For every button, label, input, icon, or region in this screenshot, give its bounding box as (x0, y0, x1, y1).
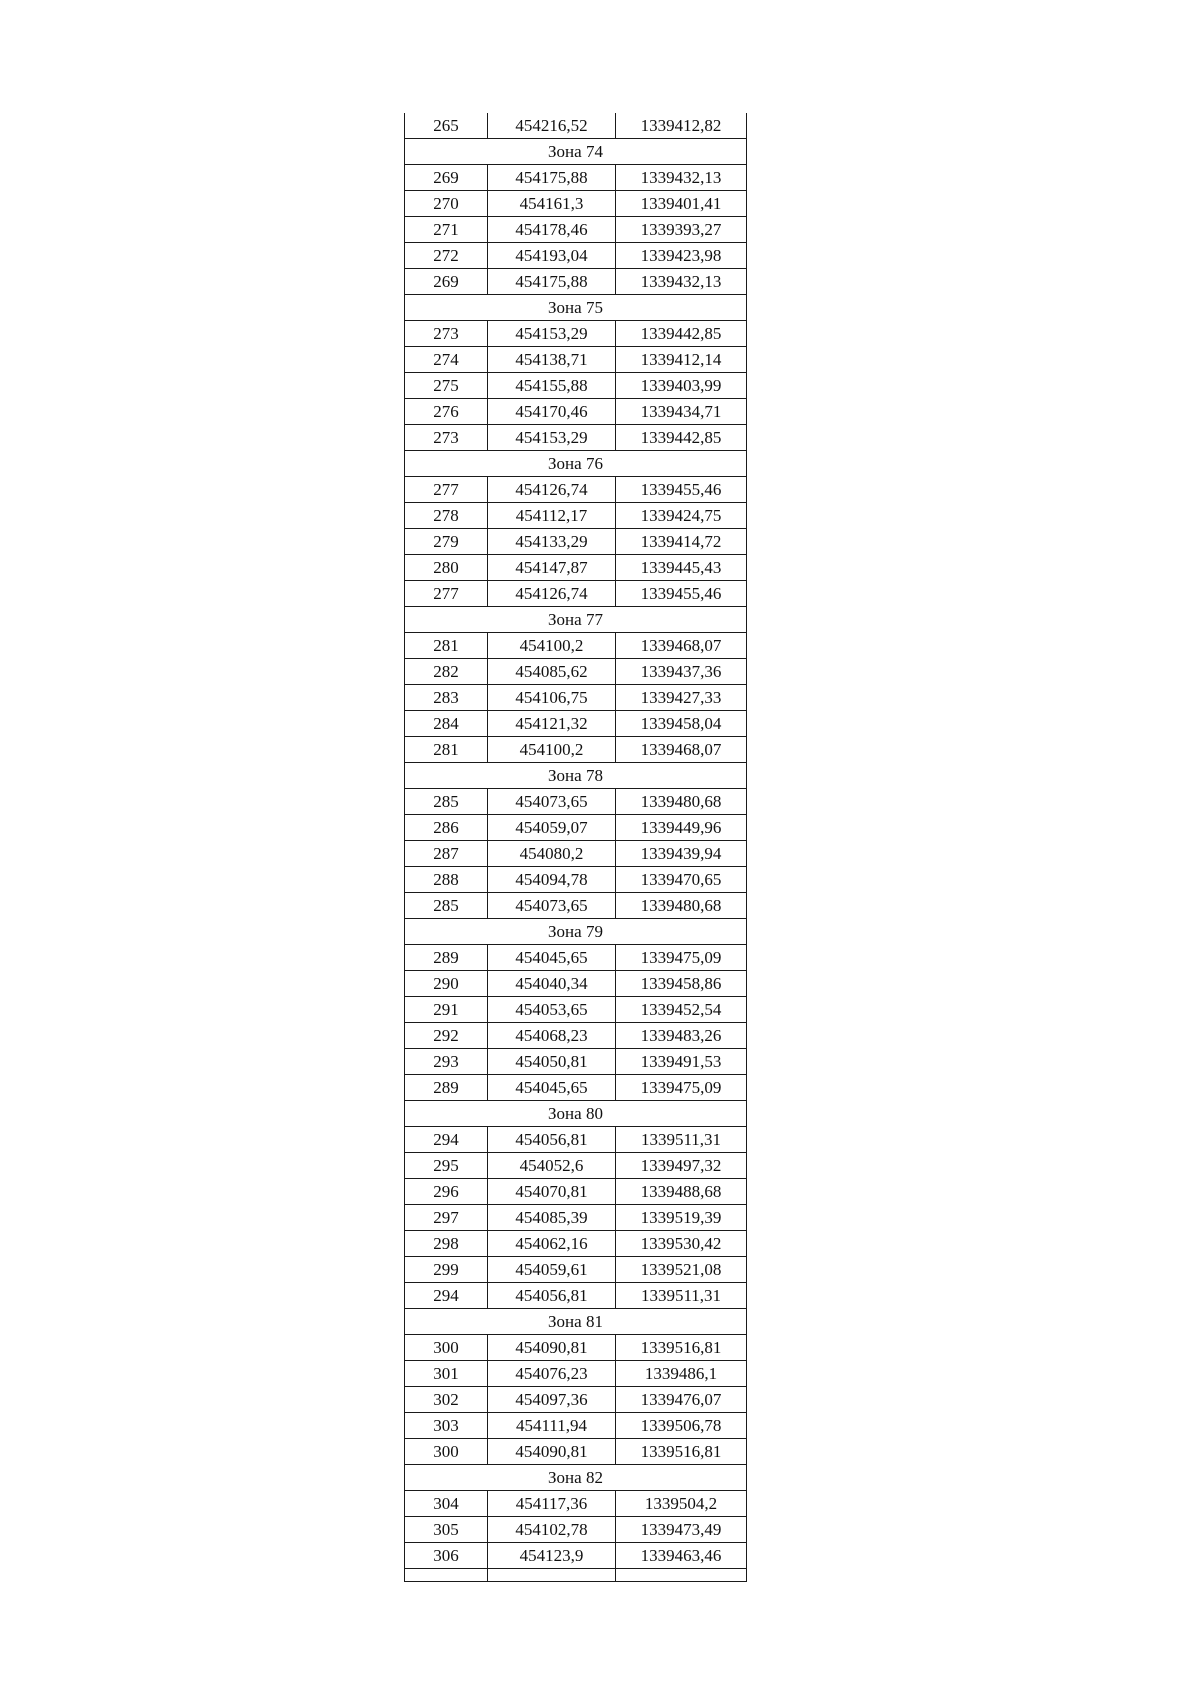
y-coordinate-cell: 1339506,78 (616, 1413, 747, 1439)
table-row (405, 1517, 747, 1543)
empty-cell (488, 1569, 616, 1582)
table-row (405, 1283, 747, 1309)
y-coordinate-cell: 1339511,31 (616, 1283, 747, 1309)
zone-header (405, 1101, 747, 1127)
table-row (405, 789, 747, 815)
y-coordinate-cell: 1339403,99 (616, 373, 747, 399)
y-coordinate-cell: 1339475,09 (616, 945, 747, 971)
point-number-cell: 275 (405, 373, 488, 399)
table-row (405, 217, 747, 243)
y-coordinate-cell: 1339521,08 (616, 1257, 747, 1283)
y-coordinate-cell: 1339432,13 (616, 165, 747, 191)
point-number-cell: 303 (405, 1413, 488, 1439)
x-coordinate-cell: 454068,23 (488, 1023, 616, 1049)
point-number-cell: 273 (405, 425, 488, 451)
table-row (405, 945, 747, 971)
x-coordinate-cell: 454106,75 (488, 685, 616, 711)
point-number-cell: 277 (405, 581, 488, 607)
y-coordinate-cell: 1339468,07 (616, 737, 747, 763)
point-number-cell: 265 (405, 113, 488, 139)
point-number-cell: 273 (405, 321, 488, 347)
point-number-cell: 295 (405, 1153, 488, 1179)
zone-label: Зона (548, 766, 582, 785)
table-row (405, 659, 747, 685)
x-coordinate-cell: 454100,2 (488, 737, 616, 763)
point-number-cell: 300 (405, 1439, 488, 1465)
zone-header-row (405, 139, 747, 165)
x-coordinate-cell: 454123,9 (488, 1543, 616, 1569)
x-coordinate-cell: 454097,36 (488, 1387, 616, 1413)
y-coordinate-cell: 1339414,72 (616, 529, 747, 555)
table-row (405, 867, 747, 893)
zone-number: 82 (585, 1468, 603, 1487)
point-number-cell: 289 (405, 1075, 488, 1101)
zone-header (405, 139, 747, 165)
table-row (405, 165, 747, 191)
table-row (405, 1543, 747, 1569)
table-row (405, 1153, 747, 1179)
table-row (405, 815, 747, 841)
x-coordinate-cell: 454117,36 (488, 1491, 616, 1517)
point-number-cell: 270 (405, 191, 488, 217)
point-number-cell: 281 (405, 633, 488, 659)
x-coordinate-cell: 454056,81 (488, 1127, 616, 1153)
point-number-cell: 285 (405, 893, 488, 919)
zone-number: 76 (585, 454, 603, 473)
point-number-cell: 269 (405, 269, 488, 295)
table-row (405, 737, 747, 763)
x-coordinate-cell: 454045,65 (488, 945, 616, 971)
y-coordinate-cell: 1339470,65 (616, 867, 747, 893)
point-number-cell: 272 (405, 243, 488, 269)
point-number-cell: 290 (405, 971, 488, 997)
y-coordinate-cell: 1339475,09 (616, 1075, 747, 1101)
table-row (405, 503, 747, 529)
zone-label: Зона (548, 1468, 582, 1487)
x-coordinate-cell: 454133,29 (488, 529, 616, 555)
x-coordinate-cell: 454138,71 (488, 347, 616, 373)
y-coordinate-cell: 1339427,33 (616, 685, 747, 711)
table-row (405, 243, 747, 269)
x-coordinate-cell: 454073,65 (488, 893, 616, 919)
y-coordinate-cell: 1339412,82 (616, 113, 747, 139)
table-row (405, 1439, 747, 1465)
point-number-cell: 292 (405, 1023, 488, 1049)
zone-label: Зона (548, 610, 582, 629)
point-number-cell: 278 (405, 503, 488, 529)
point-number-cell: 300 (405, 1335, 488, 1361)
y-coordinate-cell: 1339488,68 (616, 1179, 747, 1205)
zone-label: Зона (548, 142, 582, 161)
table-row (405, 321, 747, 347)
y-coordinate-cell: 1339473,49 (616, 1517, 747, 1543)
table-row (405, 399, 747, 425)
x-coordinate-cell: 454085,39 (488, 1205, 616, 1231)
zone-header-row (405, 763, 747, 789)
x-coordinate-cell: 454059,61 (488, 1257, 616, 1283)
y-coordinate-cell: 1339516,81 (616, 1439, 747, 1465)
y-coordinate-cell: 1339480,68 (616, 893, 747, 919)
x-coordinate-cell: 454045,65 (488, 1075, 616, 1101)
table-row (405, 1413, 747, 1439)
x-coordinate-cell: 454059,07 (488, 815, 616, 841)
x-coordinate-cell: 454056,81 (488, 1283, 616, 1309)
point-number-cell: 294 (405, 1127, 488, 1153)
point-number-cell: 271 (405, 217, 488, 243)
empty-row (405, 1569, 747, 1582)
x-coordinate-cell: 454085,62 (488, 659, 616, 685)
x-coordinate-cell: 454155,88 (488, 373, 616, 399)
x-coordinate-cell: 454102,78 (488, 1517, 616, 1543)
x-coordinate-cell: 454050,81 (488, 1049, 616, 1075)
zone-header-row (405, 1101, 747, 1127)
point-number-cell: 286 (405, 815, 488, 841)
y-coordinate-cell: 1339423,98 (616, 243, 747, 269)
x-coordinate-cell: 454175,88 (488, 165, 616, 191)
zone-number: 74 (585, 142, 603, 161)
table-row (405, 997, 747, 1023)
y-coordinate-cell: 1339511,31 (616, 1127, 747, 1153)
table-row (405, 1387, 747, 1413)
table-row (405, 893, 747, 919)
table-row (405, 113, 747, 139)
point-number-cell: 289 (405, 945, 488, 971)
table-row (405, 373, 747, 399)
table-row (405, 1205, 747, 1231)
zone-header (405, 1465, 747, 1491)
point-number-cell: 280 (405, 555, 488, 581)
x-coordinate-cell: 454178,46 (488, 217, 616, 243)
point-number-cell: 269 (405, 165, 488, 191)
y-coordinate-cell: 1339437,36 (616, 659, 747, 685)
x-coordinate-cell: 454126,74 (488, 477, 616, 503)
table-row (405, 555, 747, 581)
table-row (405, 1491, 747, 1517)
point-number-cell: 293 (405, 1049, 488, 1075)
point-number-cell: 281 (405, 737, 488, 763)
y-coordinate-cell: 1339412,14 (616, 347, 747, 373)
empty-cell (405, 1569, 488, 1582)
y-coordinate-cell: 1339455,46 (616, 581, 747, 607)
y-coordinate-cell: 1339445,43 (616, 555, 747, 581)
zone-header (405, 1309, 747, 1335)
y-coordinate-cell: 1339480,68 (616, 789, 747, 815)
zone-label: Зона (548, 298, 582, 317)
y-coordinate-cell: 1339468,07 (616, 633, 747, 659)
table-row (405, 1335, 747, 1361)
y-coordinate-cell: 1339504,2 (616, 1491, 747, 1517)
x-coordinate-cell: 454153,29 (488, 425, 616, 451)
point-number-cell: 279 (405, 529, 488, 555)
table-row (405, 971, 747, 997)
table-row (405, 269, 747, 295)
point-number-cell: 276 (405, 399, 488, 425)
zone-header (405, 295, 747, 321)
point-number-cell: 298 (405, 1231, 488, 1257)
table-row (405, 191, 747, 217)
zone-header (405, 607, 747, 633)
x-coordinate-cell: 454090,81 (488, 1335, 616, 1361)
zone-header-row (405, 1309, 747, 1335)
zone-header-row (405, 1465, 747, 1491)
empty-cell (616, 1569, 747, 1582)
zone-header (405, 919, 747, 945)
x-coordinate-cell: 454193,04 (488, 243, 616, 269)
y-coordinate-cell: 1339516,81 (616, 1335, 747, 1361)
y-coordinate-cell: 1339424,75 (616, 503, 747, 529)
x-coordinate-cell: 454080,2 (488, 841, 616, 867)
point-number-cell: 305 (405, 1517, 488, 1543)
point-number-cell: 285 (405, 789, 488, 815)
table-row (405, 347, 747, 373)
table-row (405, 1257, 747, 1283)
point-number-cell: 283 (405, 685, 488, 711)
x-coordinate-cell: 454070,81 (488, 1179, 616, 1205)
x-coordinate-cell: 454090,81 (488, 1439, 616, 1465)
table-row (405, 477, 747, 503)
point-number-cell: 291 (405, 997, 488, 1023)
point-number-cell: 282 (405, 659, 488, 685)
y-coordinate-cell: 1339439,94 (616, 841, 747, 867)
x-coordinate-cell: 454040,34 (488, 971, 616, 997)
point-number-cell: 306 (405, 1543, 488, 1569)
zone-header-row (405, 919, 747, 945)
x-coordinate-cell: 454076,23 (488, 1361, 616, 1387)
zone-label: Зона (548, 922, 582, 941)
point-number-cell: 297 (405, 1205, 488, 1231)
y-coordinate-cell: 1339449,96 (616, 815, 747, 841)
zone-header-row (405, 607, 747, 633)
table-row (405, 1127, 747, 1153)
table-row (405, 1023, 747, 1049)
point-number-cell: 274 (405, 347, 488, 373)
table-row (405, 529, 747, 555)
y-coordinate-cell: 1339432,13 (616, 269, 747, 295)
x-coordinate-cell: 454062,16 (488, 1231, 616, 1257)
x-coordinate-cell: 454053,65 (488, 997, 616, 1023)
point-number-cell: 287 (405, 841, 488, 867)
table-row (405, 1179, 747, 1205)
y-coordinate-cell: 1339476,07 (616, 1387, 747, 1413)
x-coordinate-cell: 454073,65 (488, 789, 616, 815)
table-row (405, 633, 747, 659)
zone-number: 75 (585, 298, 603, 317)
x-coordinate-cell: 454216,52 (488, 113, 616, 139)
x-coordinate-cell: 454153,29 (488, 321, 616, 347)
x-coordinate-cell: 454121,32 (488, 711, 616, 737)
y-coordinate-cell: 1339442,85 (616, 321, 747, 347)
y-coordinate-cell: 1339434,71 (616, 399, 747, 425)
x-coordinate-cell: 454100,2 (488, 633, 616, 659)
table-row (405, 685, 747, 711)
y-coordinate-cell: 1339519,39 (616, 1205, 747, 1231)
y-coordinate-cell: 1339455,46 (616, 477, 747, 503)
x-coordinate-cell: 454111,94 (488, 1413, 616, 1439)
y-coordinate-cell: 1339442,85 (616, 425, 747, 451)
point-number-cell: 294 (405, 1283, 488, 1309)
zone-number: 80 (585, 1104, 603, 1123)
y-coordinate-cell: 1339452,54 (616, 997, 747, 1023)
zone-label: Зона (548, 1312, 582, 1331)
y-coordinate-cell: 1339491,53 (616, 1049, 747, 1075)
zone-number: 81 (585, 1312, 603, 1331)
point-number-cell: 302 (405, 1387, 488, 1413)
table-row (405, 1361, 747, 1387)
zone-header-row (405, 295, 747, 321)
table-row (405, 1231, 747, 1257)
table-row (405, 425, 747, 451)
zone-header (405, 763, 747, 789)
y-coordinate-cell: 1339463,46 (616, 1543, 747, 1569)
point-number-cell: 304 (405, 1491, 488, 1517)
point-number-cell: 299 (405, 1257, 488, 1283)
zone-number: 79 (585, 922, 603, 941)
x-coordinate-cell: 454147,87 (488, 555, 616, 581)
x-coordinate-cell: 454112,17 (488, 503, 616, 529)
table-row (405, 841, 747, 867)
y-coordinate-cell: 1339530,42 (616, 1231, 747, 1257)
point-number-cell: 296 (405, 1179, 488, 1205)
coordinates-table (404, 113, 747, 1582)
x-coordinate-cell: 454170,46 (488, 399, 616, 425)
zone-label: Зона (548, 454, 582, 473)
point-number-cell: 277 (405, 477, 488, 503)
x-coordinate-cell: 454126,74 (488, 581, 616, 607)
x-coordinate-cell: 454094,78 (488, 867, 616, 893)
y-coordinate-cell: 1339458,04 (616, 711, 747, 737)
table-row (405, 711, 747, 737)
y-coordinate-cell: 1339393,27 (616, 217, 747, 243)
point-number-cell: 301 (405, 1361, 488, 1387)
zone-header-row (405, 451, 747, 477)
table-row (405, 1049, 747, 1075)
x-coordinate-cell: 454052,6 (488, 1153, 616, 1179)
y-coordinate-cell: 1339458,86 (616, 971, 747, 997)
point-number-cell: 288 (405, 867, 488, 893)
y-coordinate-cell: 1339401,41 (616, 191, 747, 217)
x-coordinate-cell: 454175,88 (488, 269, 616, 295)
point-number-cell: 284 (405, 711, 488, 737)
y-coordinate-cell: 1339483,26 (616, 1023, 747, 1049)
table-row (405, 581, 747, 607)
zone-header (405, 451, 747, 477)
coordinates-table-body (405, 113, 747, 1582)
zone-label: Зона (548, 1104, 582, 1123)
zone-number: 78 (585, 766, 603, 785)
table-row (405, 1075, 747, 1101)
y-coordinate-cell: 1339486,1 (616, 1361, 747, 1387)
x-coordinate-cell: 454161,3 (488, 191, 616, 217)
y-coordinate-cell: 1339497,32 (616, 1153, 747, 1179)
zone-number: 77 (585, 610, 603, 629)
